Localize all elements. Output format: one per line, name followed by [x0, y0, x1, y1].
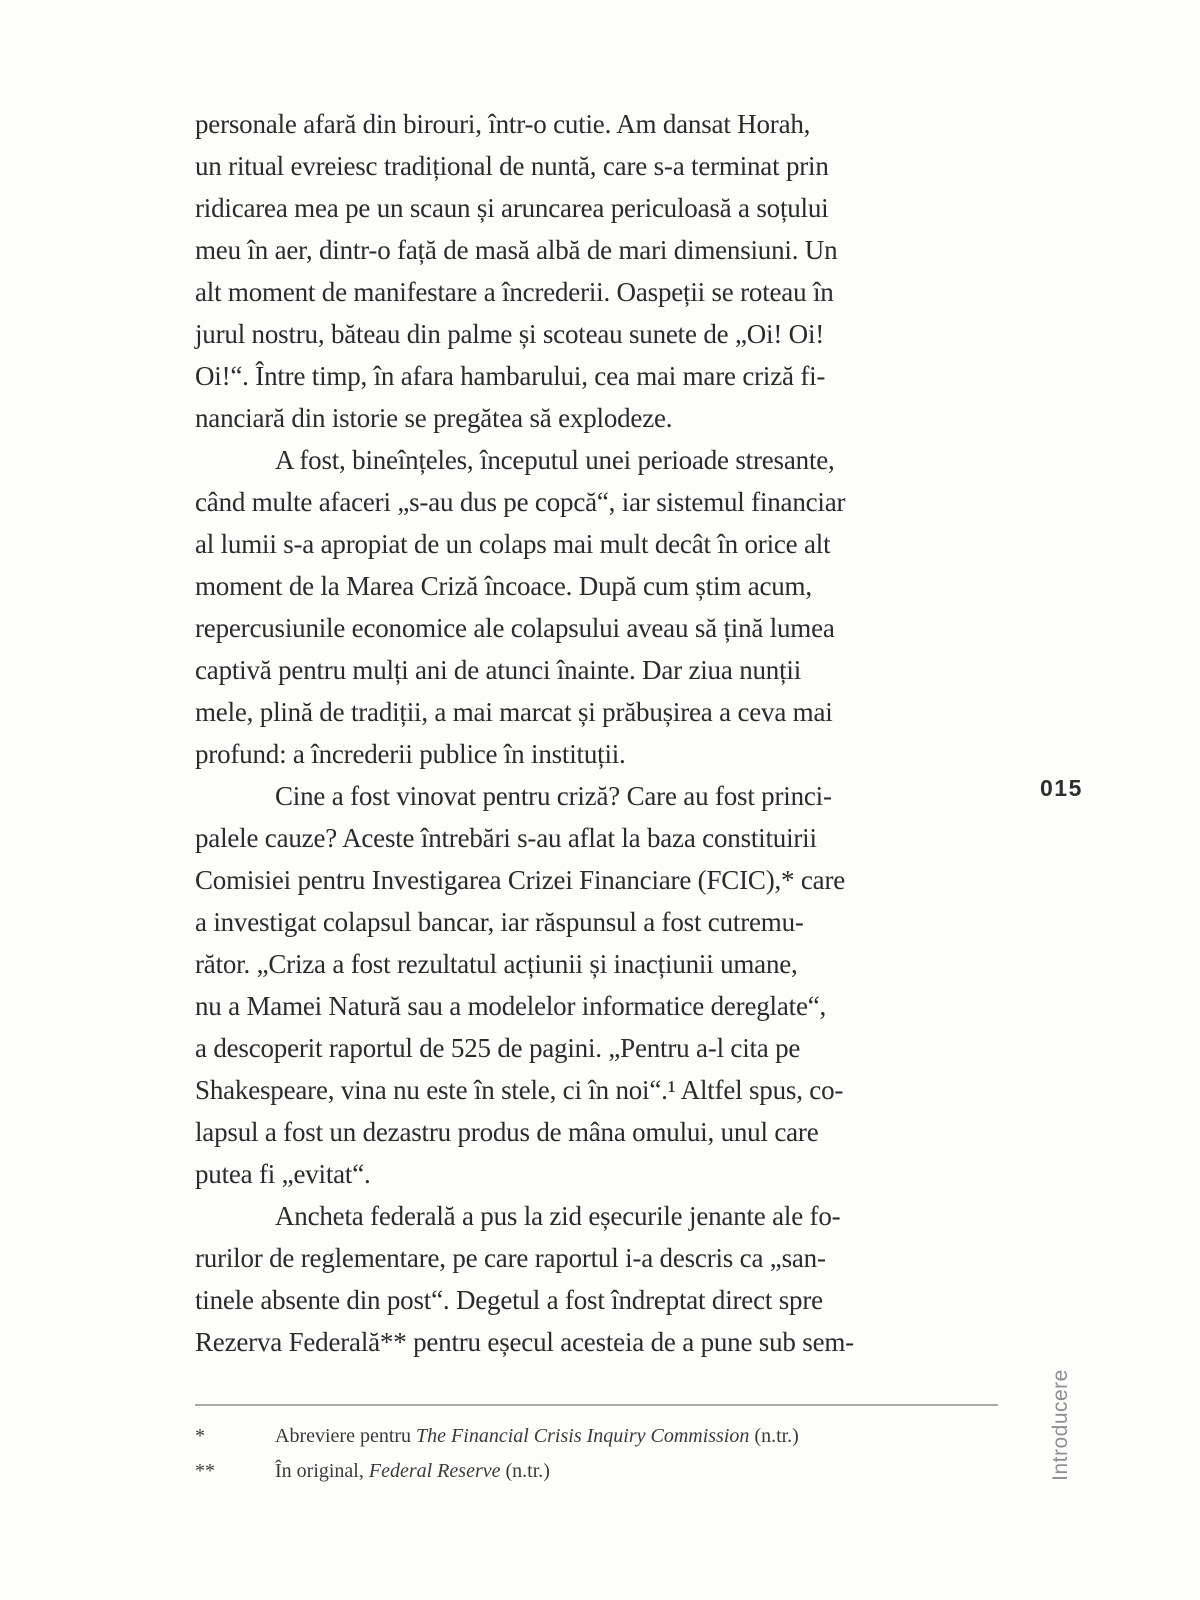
- footnote-text-prefix: Abreviere pentru: [275, 1425, 417, 1447]
- body-text-line: a investigat colapsul bancar, iar răspunsul a fost cutremu-: [195, 907, 804, 937]
- body-text-line: lapsul a fost un dezastru produs de mâna omului, unul care: [195, 1117, 819, 1147]
- footnote-text-suffix: (n.tr.): [500, 1460, 550, 1482]
- footnote-text-suffix: (n.tr.): [749, 1425, 799, 1447]
- body-text-line: rător. „Criza a fost rezultatul acțiunii și inacțiunii umane,: [195, 949, 798, 979]
- body-text-line: Cine a fost vinovat pentru criză? Care au fost princi-: [275, 781, 832, 811]
- body-text-line: Shakespeare, vina nu este în stele, ci în noi“.¹ Altfel spus, co-: [195, 1075, 844, 1105]
- footnotes: [195, 1419, 998, 1489]
- body-text-line: palele cauze? Aceste întrebări s-au aflat la baza constituirii: [195, 823, 817, 853]
- footnote: [195, 1454, 998, 1489]
- body-text-line: tinele absente din post“. Degetul a fost îndreptat direct spre: [195, 1285, 823, 1315]
- body-text-line: al lumii s-a apropiat de un colaps mai mult decât în orice alt: [195, 529, 831, 559]
- body-text-line: moment de la Marea Criză încoace. După cum știm acum,: [195, 571, 812, 601]
- body-text-line: un ritual evreiesc tradițional de nuntă, care s-a terminat prin: [195, 151, 829, 181]
- body-text-line: Rezerva Federală** pentru eșecul acesteia de a pune sub sem-: [195, 1327, 854, 1357]
- page-number: 015: [1040, 775, 1083, 801]
- body-text-line: ridicarea mea pe un scaun și aruncarea periculoasă a soțului: [195, 193, 829, 223]
- body-text: [195, 103, 995, 1363]
- footnote-text-prefix: În original,: [275, 1460, 369, 1482]
- body-text-line: Oi!“. Între timp, în afara hambarului, cea mai mare criză fi-: [195, 361, 826, 391]
- footnote: [195, 1419, 998, 1454]
- body-text-line: nanciară din istorie se pregătea să explodeze.: [195, 403, 673, 433]
- body-text-line: A fost, bineînțeles, începutul unei perioade stresante,: [275, 445, 835, 475]
- chapter-margin-label: Introducere: [1049, 1369, 1072, 1481]
- footnote-text-italic: Federal Reserve: [368, 1460, 501, 1482]
- footnote-text: [275, 1454, 550, 1489]
- body-text-line: meu în aer, dintr-o față de masă albă de mari dimensiuni. Un: [195, 235, 838, 265]
- footnote-text-italic: The Financial Crisis Inquiry Commission: [416, 1425, 750, 1447]
- body-text-line: a descoperit raportul de 525 de pagini. „Pentru a-l cita pe: [195, 1033, 801, 1063]
- body-text-line: mele, plină de tradiții, a mai marcat și prăbușirea a ceva mai: [195, 697, 833, 727]
- body-text-line: captivă pentru mulți ani de atunci înainte. Dar ziua nunții: [195, 655, 801, 685]
- body-text-line: repercusiunile economice ale colapsului aveau să țină lumea: [195, 613, 835, 643]
- body-text-line: Ancheta federală a pus la zid eșecurile jenante ale fo-: [275, 1201, 841, 1231]
- body-text-line: nu a Mamei Natură sau a modelelor informatice dereglate“,: [195, 991, 827, 1021]
- body-text-line: personale afară din birouri, într-o cutie. Am dansat Horah,: [195, 109, 811, 139]
- footnote-divider: [195, 1404, 998, 1406]
- body-text-line: profund: a încrederii publice în instituții.: [195, 739, 626, 769]
- footnote-marker: *: [195, 1425, 205, 1447]
- footnote-text: [275, 1419, 799, 1454]
- body-text-line: alt moment de manifestare a încrederii. Oaspeții se roteau în: [195, 277, 834, 307]
- body-text-line: Comisiei pentru Investigarea Crizei Financiare (FCIC),* care: [195, 865, 846, 895]
- footnote-marker: **: [195, 1460, 215, 1482]
- body-text-line: când multe afaceri „s-au dus pe copcă“, iar sistemul financiar: [195, 487, 846, 517]
- body-text-line: jurul nostru, băteau din palme și scoteau sunete de „Oi! Oi!: [195, 319, 825, 349]
- body-text-line: rurilor de reglementare, pe care raportul i-a descris ca „san-: [195, 1243, 826, 1273]
- body-text-line: putea fi „evitat“.: [195, 1159, 371, 1189]
